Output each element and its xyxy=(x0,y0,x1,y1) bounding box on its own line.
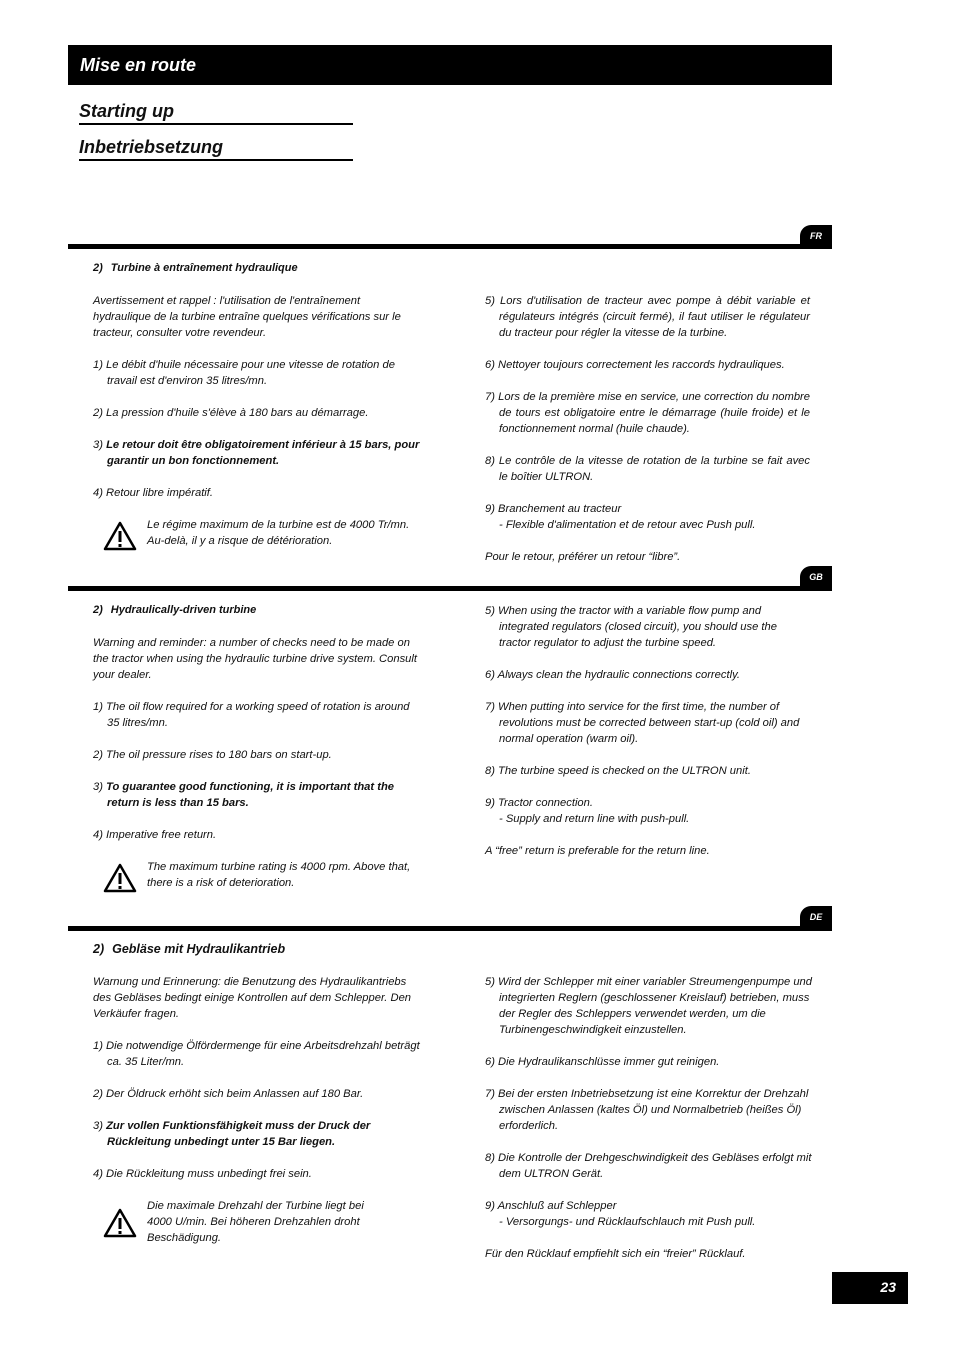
list-item: 1) Le débit d'huile nécessaire pour une vitesse de rotation de travail est d'environ 35 litres/mn. xyxy=(93,359,395,387)
warning-intro: Avertissement et rappel : l'utilisation de l'entraînement hydraulique de la turbine entraîne quelques vérifications sur le tracteur, consulter votre revendeur. xyxy=(93,295,401,339)
warning-triangle-icon xyxy=(103,521,137,551)
list-item: 1) Die notwendige Ölfördermenge für eine Arbeitsdrehzahl beträgt ca. 35 Liter/mn. xyxy=(93,1040,420,1068)
list-item: 7) Lors de la première mise en service, une correction du nombre de tours est obligatoire entre le démarrage (huile froide) et le fonctionnement normal (huile chaude). xyxy=(485,391,810,435)
warning-intro: Warning and reminder: a number of checks need to be made on the tractor when using the hydraulic turbine drive system. Consult your dealer. xyxy=(93,637,417,681)
list-item: 6) Always clean the hydraulic connections correctly. xyxy=(485,669,740,681)
language-badge-gb: GB xyxy=(800,566,832,588)
list-item: 9) Anschluß auf Schlepper - Versorgungs- und Rücklaufschlauch mit Push pull. xyxy=(485,1200,756,1228)
list-item: 9) Tractor connection. - Supply and return line with push-pull. xyxy=(485,797,690,825)
caution-text: Die maximale Drehzahl der Turbine liegt bei 4000 U/min. Bei höheren Drehzahlen droht Beschädigung. xyxy=(147,1200,364,1244)
left-column-gb xyxy=(93,635,421,891)
section-rule-de xyxy=(68,926,832,931)
return-note: A “free” return is preferable for the return line. xyxy=(485,845,710,857)
list-item: 7) When putting into service for the first time, the number of revolutions must be corrected between start-up (cold oil) and normal operation (warm oil). xyxy=(485,701,800,745)
left-column-fr xyxy=(93,293,421,549)
section-title-de: 2) Gebläse mit Hydraulikantrieb xyxy=(93,942,286,956)
right-column-fr xyxy=(485,293,810,565)
subtitle-inbetriebsetzung: Inbetriebsetzung xyxy=(79,137,353,161)
list-item-bold: 3) To guarantee good functioning, it is important that the return is less than 15 bars. xyxy=(93,781,395,809)
list-item: 5) Wird der Schlepper mit einer variabler Streumengenpumpe und integrierten Reglern (geschlossener Kreislauf) betrieben, muss der Regler des Schleppers verwendet werden, um die Turbinengeschwindigkeit einzustellen. xyxy=(485,976,812,1036)
list-item: 7) Bei der ersten Inbetriebsetzung ist eine Korrektur der Drehzahl zwischen Anlassen (kaltes Öl) und Normalbetrieb (heißes Öl) erforderlich. xyxy=(485,1088,809,1132)
right-column-gb xyxy=(485,603,810,859)
return-note: Pour le retour, préférer un retour “libre”. xyxy=(485,551,681,563)
list-item: 6) Die Hydraulikanschlüsse immer gut reinigen. xyxy=(485,1056,720,1068)
subtitle-starting-up: Starting up xyxy=(79,101,353,125)
page-title: Mise en route xyxy=(80,55,197,75)
list-item: 5) Lors d'utilisation de tracteur avec pompe à débit variable et régulateurs intégrés (circuit fermé), il faut utiliser le régulateur du tracteur pour régler la vitesse de la turbine. xyxy=(485,295,810,339)
list-item: 2) Der Öldruck erhöht sich beim Anlassen auf 180 Bar. xyxy=(93,1088,364,1100)
caution-text: The maximum turbine rating is 4000 rpm. Above that, there is a risk of deterioration. xyxy=(147,861,411,889)
list-item: 8) Le contrôle de la vitesse de rotation de la turbine se fait avec le boîtier ULTRON. xyxy=(485,455,810,483)
language-badge-de: DE xyxy=(800,906,832,928)
section-header-bar xyxy=(68,45,832,85)
warning-intro: Warnung und Erinnerung: die Benutzung des Hydraulikantriebs des Gebläses bedingt einige Kontrollen auf dem Schlepper. Den Verkäufer fragen. xyxy=(93,976,412,1020)
return-note: Für den Rücklauf empfiehlt sich ein “freier” Rücklauf. xyxy=(485,1248,746,1260)
page-number: 23 xyxy=(832,1272,908,1304)
list-item: 1) The oil flow required for a working speed of rotation is around 35 litres/mn. xyxy=(93,701,410,729)
list-item: 9) Branchement au tracteur - Flexible d'alimentation et de retour avec Push pull. xyxy=(485,503,756,531)
list-item: 4) Die Rückleitung muss unbedingt frei sein. xyxy=(93,1168,312,1180)
list-item: 6) Nettoyer toujours correctement les raccords hydrauliques. xyxy=(485,359,785,371)
warning-triangle-icon xyxy=(103,1208,137,1238)
list-item: 2) The oil pressure rises to 180 bars on start-up. xyxy=(93,749,332,761)
warning-triangle-icon xyxy=(103,863,137,893)
right-column-de xyxy=(485,974,813,1262)
list-item: 4) Imperative free return. xyxy=(93,829,217,841)
list-item: 5) When using the tractor with a variable flow pump and integrated regulators (closed circuit), you should use the tractor regulator to adjust the turbine speed. xyxy=(485,605,777,649)
caution-note xyxy=(93,517,421,549)
caution-note xyxy=(93,1198,421,1246)
section-rule-fr xyxy=(68,244,832,249)
caution-text: Le régime maximum de la turbine est de 4000 Tr/mn. Au-delà, il y a risque de détérioration. xyxy=(147,519,410,547)
list-item: 8) Die Kontrolle der Drehgeschwindigkeit des Gebläses erfolgt mit dem ULTRON Gerät. xyxy=(485,1152,812,1180)
section-title-gb: 2) Hydraulically-driven turbine xyxy=(93,604,257,616)
section-title-fr: 2) Turbine à entraînement hydraulique xyxy=(93,262,298,274)
language-badge-fr: FR xyxy=(800,225,832,247)
list-item: 4) Retour libre impératif. xyxy=(93,487,213,499)
list-item: 2) La pression d'huile s'élève à 180 bars au démarrage. xyxy=(93,407,369,419)
section-rule-gb xyxy=(68,586,832,591)
list-item-bold: 3) Le retour doit être obligatoirement inférieur à 15 bars, pour garantir un bon fonctionnement. xyxy=(93,439,420,467)
caution-note xyxy=(93,859,421,891)
list-item-bold: 3) Zur vollen Funktionsfähigkeit muss der Druck der Rückleitung unbedingt unter 15 Bar liegen. xyxy=(93,1120,371,1148)
left-column-de xyxy=(93,974,421,1246)
list-item: 8) The turbine speed is checked on the ULTRON unit. xyxy=(485,765,751,777)
